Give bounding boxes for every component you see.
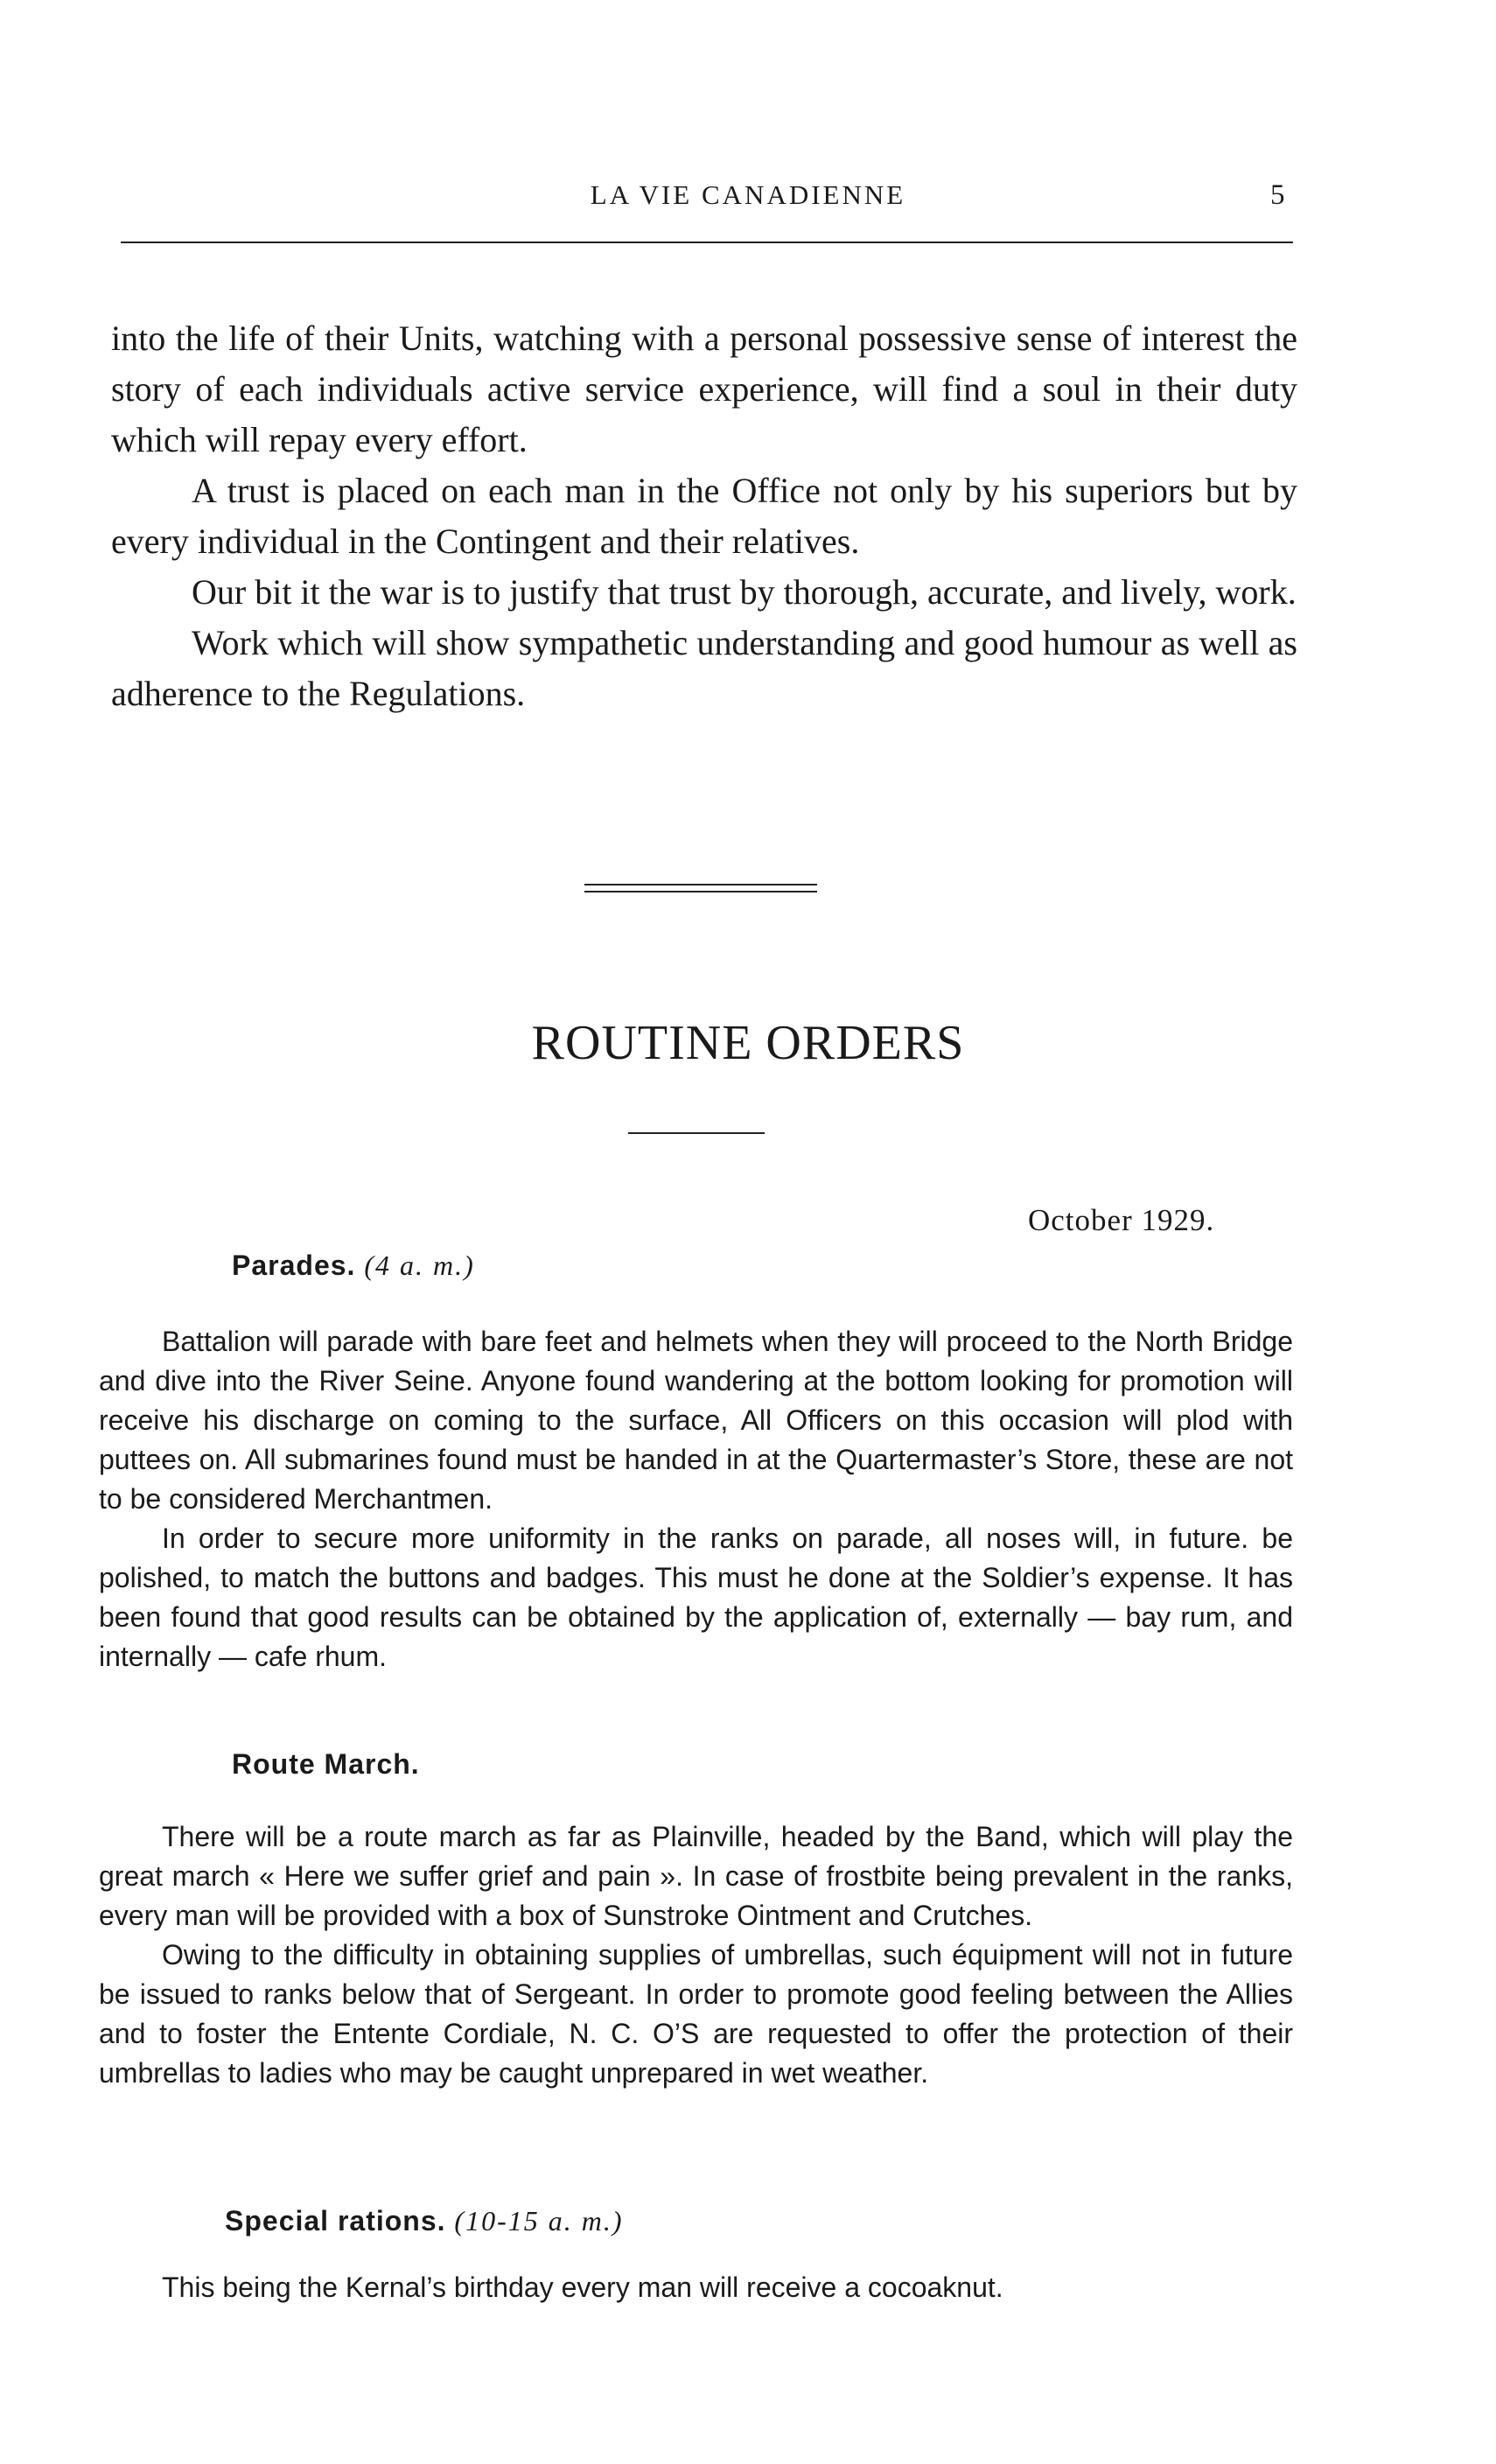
body-paragraph: This being the Kernal’s birthday every man will receive a cocoaknut. bbox=[162, 2272, 1003, 2303]
section-time-note: (4 a. m.) bbox=[364, 1250, 475, 1281]
section-heading-label: Special rations. bbox=[225, 2205, 446, 2236]
intro-paragraph: into the life of their Units, watching with a personal possessive sense of interest the story of each individuals active service experience, will find a soul in their duty which will repay every effort. bbox=[111, 318, 1297, 459]
section-body-route-march bbox=[99, 1817, 1293, 2093]
intro-paragraph: A trust is placed on each man in the Office not only by his superiors but by every individual in the Contingent and their relatives. bbox=[111, 471, 1297, 561]
section-heading-special-rations bbox=[225, 2205, 624, 2237]
intro-paragraph: Work which will show sympathetic understanding and good humour as well as adherence to the Regulations. bbox=[111, 623, 1297, 713]
section-heading-label: Parades. bbox=[232, 1250, 356, 1281]
article-date: October 1929. bbox=[1028, 1203, 1215, 1237]
body-paragraph: Owing to the difficulty in obtaining supplies of umbrellas, such équipment will not in future be issued to ranks below that of Sergeant. In order to promote good feeling between the Allies and to foster the Entente Cordiale, N. C. O’S are requested to offer the protection of their umbrellas to ladies who may be caught unprepared in wet weather. bbox=[99, 1939, 1293, 2089]
section-heading-label: Route March. bbox=[232, 1748, 420, 1780]
running-title: LA VIE CANADIENNE bbox=[590, 179, 906, 210]
header-rule bbox=[121, 242, 1293, 243]
article-title: ROUTINE ORDERS bbox=[531, 1016, 965, 1070]
body-paragraph: In order to secure more uniformity in the ranks on parade, all noses will, in future. be polished, to match the buttons and badges. This must he done at the Soldier’s expense. It has been found that good results can be obtained by the application of, externally — bay rum, and internally — cafe rhum. bbox=[99, 1522, 1293, 1672]
intro-paragraph: Our bit it the war is to justify that trust by thorough, accurate, and lively, work. bbox=[192, 572, 1297, 612]
intro-text bbox=[111, 313, 1297, 719]
section-heading-route-march bbox=[232, 1748, 420, 1781]
body-paragraph: There will be a route march as far as Plainville, headed by the Band, which will play the great march « Here we suffer grief and pain ». In case of frostbite being prevalent in the ranks, every man will be provided with a box of Sunstroke Ointment and Crutches. bbox=[99, 1821, 1293, 1931]
title-rule bbox=[628, 1132, 765, 1134]
running-head bbox=[0, 179, 1496, 223]
section-time-note: (10-15 a. m.) bbox=[454, 2205, 624, 2236]
body-paragraph: Battalion will parade with bare feet and helmets when they will proceed to the North Bridge and dive into the River Seine. Anyone found wandering at the bottom looking for promotion will receive his discharge on coming to the surface, All Officers on this occasion will plod with puttees on. All submarines found must be handed in at the Quartermaster’s Store, these are not to be considered Merchantmen. bbox=[99, 1326, 1293, 1515]
section-heading-parades bbox=[232, 1250, 475, 1282]
section-body-parades bbox=[99, 1322, 1293, 1676]
section-body-special-rations bbox=[99, 2268, 1293, 2307]
section-divider bbox=[584, 884, 817, 892]
page-number: 5 bbox=[1270, 179, 1285, 211]
